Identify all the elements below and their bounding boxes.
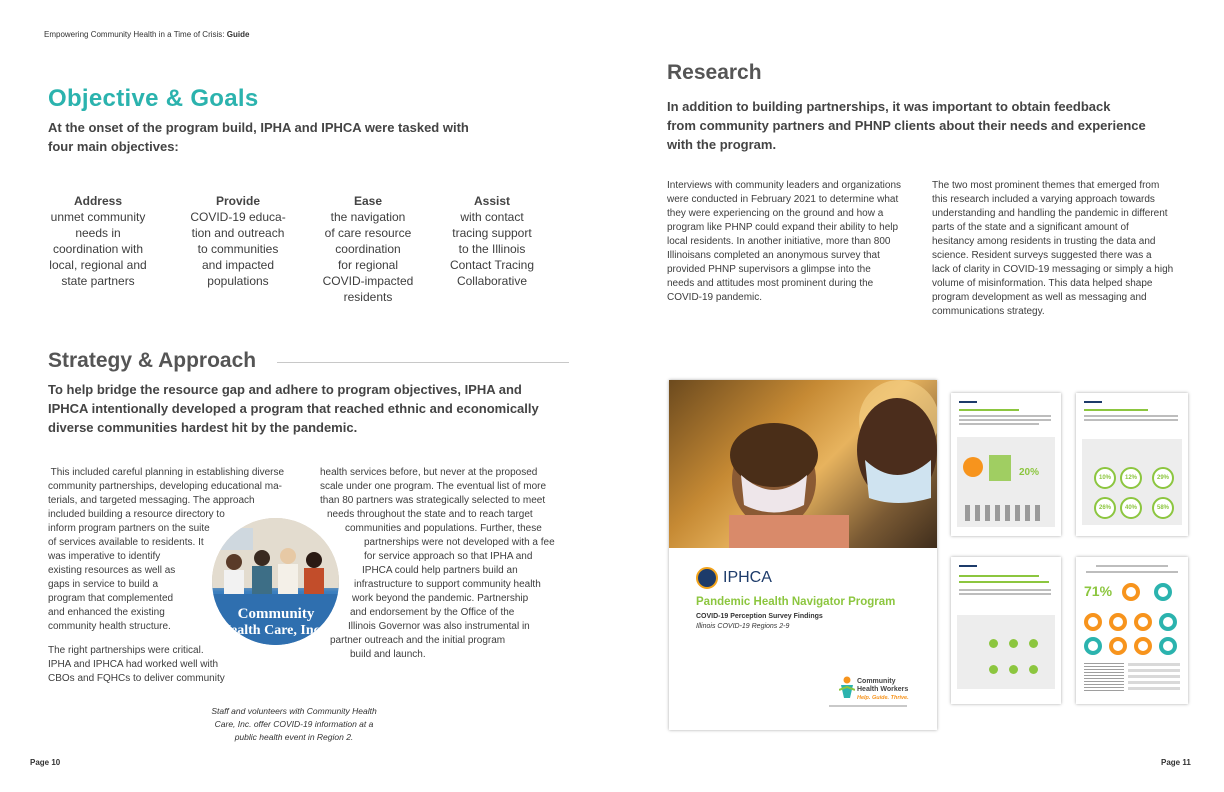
objective-item (314, 193, 422, 305)
body-line: they were experiencing on the ground and how a (667, 208, 884, 219)
thumb4-ring (1134, 637, 1152, 655)
objective-line: and impacted (201, 258, 275, 272)
body-line: program development as well as messaging and (932, 292, 1147, 303)
thumb4-ring (1084, 637, 1102, 655)
body-line: partner outreach and the initial program (330, 635, 506, 646)
body-line: provided PHNP supervisors a glimpse into the (667, 264, 871, 275)
body-line: health services before, but never at the proposed (320, 467, 538, 478)
objective-line: COVID-19 educa- (190, 210, 286, 224)
body-line: for service approach so that IPHA and (364, 551, 533, 562)
thumb2-stat-ring: 26% (1094, 497, 1116, 519)
body-line: Illinoisans completed an anonymous survey that (667, 250, 880, 261)
thumb2-stat-ring: 12% (1120, 467, 1142, 489)
body-line: IPHA and IPHCA had worked well with (48, 659, 219, 670)
research-body-col2 (932, 179, 1190, 319)
objective-line: with contact (460, 210, 524, 224)
objective-title: Assist (473, 194, 511, 208)
page-number-right: Page 11 (1161, 758, 1191, 767)
objectives-intro: At the onset of the program build, IPHA and IPHCA were tasked with four main objectives: (48, 120, 469, 154)
body-line: inform program partners on the suite (48, 523, 210, 534)
report-cover-image (669, 380, 937, 730)
cover-footer-line (829, 705, 907, 707)
objective-line: tracing support (452, 226, 532, 240)
thumb4-ring (1159, 613, 1177, 631)
body-line: CBOs and FQHCs to deliver community (48, 673, 225, 684)
body-line: hesitancy among residents in trusting the data and (932, 236, 1156, 247)
body-line: build and launch. (350, 649, 426, 660)
objective-line: for regional (337, 258, 399, 272)
objective-line: coordination (335, 242, 401, 256)
strategy-body-col2 (320, 466, 570, 662)
strategy-heading: Strategy & Approach (48, 349, 257, 372)
body-line: community partnerships, developing educational ma- (48, 481, 283, 492)
body-line: infrastructure to support community health (354, 579, 541, 590)
report-thumbnail-4 (1076, 557, 1188, 704)
body-line: COVID-19 pandemic. (667, 292, 763, 303)
running-header-title: Empowering Community Health in a Time of Crisis: (44, 30, 227, 39)
cover-logo-text: IPHCA (723, 569, 772, 586)
objective-line: state partners (61, 274, 135, 288)
research-lead: In addition to building partnerships, it was important to obtain feedback from community partners and PHNP clients about their needs and experience with the program. (667, 99, 1146, 152)
body-line: and endorsement by the Office of the (350, 607, 515, 618)
running-header (44, 30, 249, 39)
body-line: program like PHNP could expand their ability to help (667, 222, 899, 233)
thumb4-ring (1109, 613, 1127, 631)
objective-line: of care resource (324, 226, 412, 240)
body-line: partnerships were not developed with a fee (364, 537, 555, 548)
objective-item (184, 193, 292, 289)
ipha-seal-icon (696, 567, 718, 589)
objective-line: Collaborative (456, 274, 528, 288)
heading-divider (277, 362, 569, 363)
objective-title: Provide (215, 194, 260, 208)
body-line: needs and attitudes most prominent during the (667, 278, 874, 289)
objective-title: Address (73, 194, 123, 208)
objective-line: to the Illinois (458, 242, 526, 256)
research-heading: Research (667, 61, 762, 84)
photo-caption: Staff and volunteers with Community Health Care, Inc. offer COVID-19 information at a public health event in Region 2. (211, 706, 377, 742)
objective-line: coordination with (52, 242, 144, 256)
thumb4-stat: 71% (1084, 583, 1113, 599)
objective-line: the navigation (330, 210, 406, 224)
body-line: was imperative to identify (48, 551, 161, 562)
objective-line: needs in (75, 226, 121, 240)
body-line: and enhanced the existing (48, 607, 165, 618)
body-line: work beyond the pandemic. Partnership (352, 593, 529, 604)
body-line: The two most prominent themes that emerged from (932, 180, 1160, 191)
body-line: This included careful planning in establishing diverse (48, 467, 285, 478)
body-line: included building a resource directory to (48, 509, 225, 520)
body-line: existing resources as well as (48, 565, 176, 576)
body-line: community health structure. (48, 621, 171, 632)
strategy-body-col1b (48, 644, 225, 686)
body-line: science. Resident surveys suggested there was a (932, 250, 1152, 261)
cover-photo-illustration (669, 380, 937, 548)
photo-sign-line2: Health Care, Inc (220, 623, 320, 638)
body-line: parts of the state and a significant amount of (932, 222, 1129, 233)
objective-item (438, 193, 546, 289)
report-thumbnail-3 (951, 557, 1061, 704)
body-line: needs throughout the state and to reach target (327, 509, 533, 520)
body-line: IPHCA could help partners build an (362, 565, 518, 576)
report-thumbnail-2 (1076, 393, 1188, 536)
body-line: program that complemented (48, 593, 174, 604)
body-line: The right partnerships were critical. (48, 645, 204, 656)
objective-line: residents (343, 290, 393, 304)
cover-title: Pandemic Health Navigator Program (696, 596, 896, 608)
chw-logo: Community Health Workers Help. Guide. Thrive. (857, 678, 909, 701)
body-line: of services available to residents. It (48, 537, 204, 548)
cover-regions: Illinois COVID-19 Regions 2-9 (696, 623, 790, 630)
research-body-col1 (667, 179, 921, 305)
thumb1-stat: 20% (1019, 467, 1040, 478)
body-line: than 80 partners was strategically selected to meet (320, 495, 546, 506)
body-line: lack of clarity in COVID-19 messaging or simply a high (932, 264, 1174, 275)
body-line: gaps in service to build a (48, 579, 159, 590)
chw-figure-icon (839, 676, 855, 698)
body-line: this research included a varying approach towards (932, 194, 1155, 205)
photo-sign-line1: Community (237, 606, 315, 622)
thumb4-ring (1109, 637, 1127, 655)
report-thumbnail-1 (951, 393, 1061, 536)
cover-subtitle: COVID-19 Perception Survey Findings (696, 613, 823, 620)
thumb4-ring (1134, 613, 1152, 631)
thumb2-stat-ring: 58% (1152, 497, 1174, 519)
thumb2-stat-ring: 40% (1120, 497, 1142, 519)
body-line: Illinois Governor was also instrumental in (348, 621, 530, 632)
thumb2-stat-ring: 29% (1152, 467, 1174, 489)
photo-illustration (212, 518, 339, 645)
community-event-photo (212, 518, 339, 645)
body-line: scale under one program. The eventual list of more (320, 481, 547, 492)
page-number-left: Page 10 (30, 758, 61, 767)
running-header-bold: Guide (226, 30, 250, 39)
body-line: Interviews with community leaders and organizations (667, 180, 901, 191)
objective-line: Contact Tracing (449, 258, 535, 272)
body-line: communities and populations. Further, these (345, 523, 542, 534)
objective-line: unmet community (50, 210, 146, 224)
objective-title: Ease (353, 194, 383, 208)
body-line: communications strategy. (932, 306, 1045, 317)
cover-photo (669, 380, 937, 548)
body-line: terials, and targeted messaging. The approach (48, 495, 255, 506)
objective-line: COVID-impacted (322, 274, 414, 288)
objectives-heading: Objective & Goals (48, 85, 259, 112)
objective-item (44, 193, 152, 289)
body-line: volume of misinformation. This data helped shape (932, 278, 1153, 289)
objective-line: populations (207, 274, 269, 288)
thumb4-ring (1084, 613, 1102, 631)
objective-line: tion and outreach (191, 226, 285, 240)
body-line: understanding and handling the pandemic in different (932, 208, 1168, 219)
thumb2-stat-ring: 10% (1094, 467, 1116, 489)
objective-line: local, regional and (49, 258, 147, 272)
thumb4-ring (1159, 637, 1177, 655)
objective-line: to communities (197, 242, 279, 256)
body-line: local residents. In another initiative, more than 800 (667, 236, 891, 247)
strategy-lead: To help bridge the resource gap and adhere to program objectives, IPHA and IPHCA intentionally developed a program that reached ethnic and economically diverse communities hardest hit by the pandemic. (48, 382, 539, 435)
body-line: were conducted in February 2021 to determine what (667, 194, 899, 205)
